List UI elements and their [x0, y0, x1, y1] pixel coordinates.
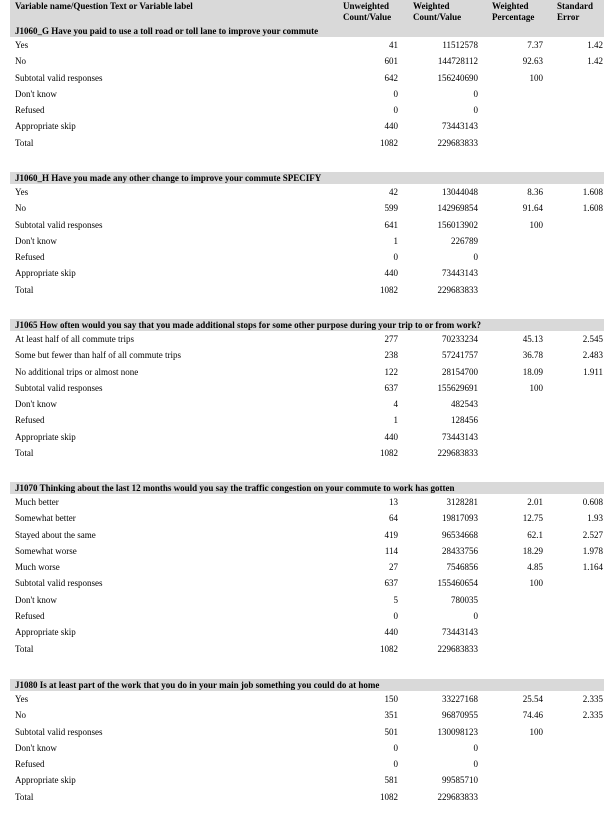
table-row	[10, 608, 604, 624]
weighted-percentage: 18.29	[522, 545, 543, 556]
row-label: Appropriate skip	[15, 268, 76, 279]
weighted-percentage: 12.75	[522, 513, 543, 524]
standard-error: 1.911	[583, 366, 603, 377]
row-label: Appropriate skip	[15, 627, 76, 638]
weighted-count: 3128281	[446, 497, 478, 507]
weighted-count: 28154700	[442, 366, 478, 377]
weighted-count: 19817093	[442, 513, 478, 524]
question-section	[10, 678, 604, 805]
standard-error: 1.608	[582, 203, 603, 214]
weighted-count: 130098123	[437, 726, 478, 737]
weighted-percentage: 36.78	[522, 350, 543, 361]
table-row	[10, 510, 604, 526]
header-error-line1: Standard	[557, 1, 594, 11]
unweighted-count: 277	[384, 334, 398, 344]
row-label: Much worse	[15, 562, 60, 573]
weighted-percentage: 8.36	[527, 187, 543, 197]
unweighted-count: 440	[384, 431, 398, 442]
standard-error: 2.335	[582, 710, 603, 721]
weighted-count: 0	[473, 88, 478, 99]
unweighted-count: 1082	[380, 284, 398, 295]
header-unweighted-line2: Count/Value	[343, 12, 392, 22]
header-percentage-line2: Percentage	[492, 12, 535, 22]
table-row	[10, 37, 604, 53]
unweighted-count: 4	[393, 399, 398, 410]
table-row	[10, 86, 604, 102]
question-title: J1065 How often would you say that you made additional stops for some other purpose during your trip to or from work?	[10, 319, 604, 331]
weighted-percentage: 100	[529, 219, 543, 230]
table-row	[10, 756, 604, 772]
weighted-count: 155629691	[437, 382, 478, 393]
weighted-count: 482543	[451, 399, 478, 410]
table-row	[10, 118, 604, 134]
unweighted-count: 351	[384, 710, 398, 721]
table-row	[10, 364, 604, 380]
weighted-percentage: 2.01	[527, 497, 543, 507]
row-label: Total	[15, 643, 34, 654]
row-label: At least half of all commute trips	[15, 334, 134, 344]
weighted-count: 229683833	[437, 643, 478, 654]
weighted-percentage: 45.13	[522, 334, 543, 344]
row-label: Stayed about the same	[15, 529, 96, 540]
table-row	[10, 396, 604, 412]
table-row	[10, 543, 604, 559]
unweighted-count: 419	[384, 529, 398, 540]
row-label: Total	[15, 448, 34, 459]
standard-error: 1.42	[587, 40, 603, 50]
row-label: No	[15, 203, 26, 214]
header-unweighted-line1: Unweighted	[343, 1, 390, 11]
weighted-percentage: 100	[529, 578, 543, 589]
row-label: Yes	[15, 187, 29, 197]
table-row	[10, 233, 604, 249]
weighted-count: 0	[473, 252, 478, 263]
question-section	[10, 24, 604, 151]
row-label: Refused	[15, 611, 45, 622]
row-label: Don't know	[15, 399, 57, 410]
table-row	[10, 429, 604, 445]
table-row	[10, 445, 604, 461]
weighted-percentage: 7.37	[527, 40, 543, 50]
weighted-count: 57241757	[442, 350, 478, 361]
unweighted-count: 599	[384, 203, 398, 214]
row-label: No	[15, 56, 26, 67]
unweighted-count: 42	[389, 187, 398, 197]
weighted-percentage: 91.64	[522, 203, 543, 214]
standard-error: 1.608	[582, 187, 603, 197]
unweighted-count: 150	[384, 694, 398, 704]
weighted-count: 0	[473, 105, 478, 116]
standard-error: 2.335	[582, 694, 603, 704]
unweighted-count: 122	[384, 366, 398, 377]
unweighted-count: 641	[384, 219, 398, 230]
header-unweighted	[343, 1, 391, 23]
unweighted-count: 440	[384, 121, 398, 132]
table-row	[10, 724, 604, 740]
unweighted-count: 1082	[380, 137, 398, 148]
row-label: Don't know	[15, 742, 57, 753]
weighted-count: 0	[473, 759, 478, 770]
row-label: Don't know	[15, 594, 57, 605]
header-weighted-line2: Count/Value	[413, 12, 462, 22]
weighted-count: 226789	[451, 235, 478, 246]
header-weighted-line1: Weighted	[413, 1, 450, 11]
weighted-percentage: 25.54	[522, 694, 543, 704]
weighted-count: 780035	[451, 594, 478, 605]
weighted-count: 70233234	[442, 334, 478, 344]
weighted-count: 144728112	[437, 56, 478, 67]
unweighted-count: 64	[389, 513, 398, 524]
unweighted-count: 238	[384, 350, 398, 361]
table-row	[10, 707, 604, 723]
weighted-count: 142969854	[437, 203, 478, 214]
weighted-percentage: 4.85	[527, 562, 543, 573]
unweighted-count: 637	[384, 382, 398, 393]
row-label: Refused	[15, 105, 45, 116]
row-label: Refused	[15, 415, 45, 426]
row-label: No additional trips or almost none	[15, 366, 139, 377]
weighted-count: 96870955	[442, 710, 478, 721]
row-label: Subtotal valid responses	[15, 578, 103, 589]
unweighted-count: 601	[384, 56, 398, 67]
weighted-count: 33227168	[442, 694, 478, 704]
table-row	[10, 347, 604, 363]
unweighted-count: 5	[393, 594, 398, 605]
unweighted-count: 27	[389, 562, 398, 573]
weighted-percentage: 18.09	[522, 366, 543, 377]
unweighted-count: 1	[393, 235, 398, 246]
table-row	[10, 217, 604, 233]
row-label: Appropriate skip	[15, 775, 76, 786]
weighted-percentage: 74.46	[522, 710, 543, 721]
unweighted-count: 0	[393, 88, 398, 99]
unweighted-count: 0	[393, 105, 398, 116]
question-title: J1080 Is at least part of the work that you do in your main job something you could do at home	[10, 679, 604, 691]
table-row	[10, 380, 604, 396]
standard-error: 1.42	[587, 56, 603, 67]
weighted-count: 156013902	[437, 219, 478, 230]
row-label: Appropriate skip	[15, 121, 76, 132]
weighted-percentage: 62.1	[527, 529, 543, 540]
weighted-percentage: 100	[529, 382, 543, 393]
weighted-count: 229683833	[437, 448, 478, 459]
table-row	[10, 200, 604, 216]
row-label: Don't know	[15, 88, 57, 99]
unweighted-count: 114	[384, 545, 398, 556]
weighted-percentage: 100	[529, 72, 543, 83]
unweighted-count: 1082	[380, 643, 398, 654]
weighted-count: 28433756	[442, 545, 478, 556]
weighted-count: 73443143	[442, 431, 478, 442]
question-title: J1060_G Have you paid to use a toll road or toll lane to improve your commute	[10, 25, 604, 37]
table-header	[10, 0, 604, 26]
row-label: Yes	[15, 694, 29, 704]
weighted-count: 73443143	[442, 268, 478, 279]
row-label: No	[15, 710, 26, 721]
table-row	[10, 249, 604, 265]
table-row	[10, 265, 604, 281]
row-label: Much better	[15, 497, 59, 507]
standard-error: 1.978	[582, 545, 603, 556]
weighted-count: 128456	[451, 415, 478, 426]
standard-error: 0.608	[582, 497, 603, 507]
table-row	[10, 70, 604, 86]
table-row	[10, 624, 604, 640]
question-section	[10, 318, 604, 461]
unweighted-count: 0	[393, 252, 398, 263]
unweighted-count: 637	[384, 578, 398, 589]
unweighted-count: 13	[389, 497, 398, 507]
table-row	[10, 53, 604, 69]
weighted-count: 99585710	[442, 775, 478, 786]
table-row	[10, 772, 604, 788]
weighted-count: 0	[473, 742, 478, 753]
header-variable: Variable name/Question Text or Variable label	[15, 1, 193, 11]
weighted-count: 13044048	[442, 187, 478, 197]
unweighted-count: 642	[384, 72, 398, 83]
table-row	[10, 135, 604, 151]
unweighted-count: 0	[393, 742, 398, 753]
weighted-percentage: 92.63	[522, 56, 543, 67]
table-row	[10, 691, 604, 707]
table-row	[10, 740, 604, 756]
weighted-count: 155460654	[437, 578, 478, 589]
row-label: Refused	[15, 759, 45, 770]
row-label: Yes	[15, 40, 29, 50]
table-row	[10, 592, 604, 608]
unweighted-count: 0	[393, 759, 398, 770]
header-weighted	[413, 1, 461, 23]
table-row	[10, 412, 604, 428]
standard-error: 2.483	[582, 350, 603, 361]
row-label: Some but fewer than half of all commute trips	[15, 350, 181, 361]
question-section	[10, 481, 604, 657]
unweighted-count: 0	[393, 611, 398, 622]
weighted-count: 96534668	[442, 529, 478, 540]
table-row	[10, 102, 604, 118]
row-label: Subtotal valid responses	[15, 72, 103, 83]
unweighted-count: 41	[389, 40, 398, 50]
standard-error: 1.164	[582, 562, 603, 573]
table-row	[10, 641, 604, 657]
row-label: Don't know	[15, 235, 57, 246]
question-title: J1070 Thinking about the last 12 months would you say the traffic congestion on your commute to work has gotten	[10, 482, 604, 494]
weighted-count: 229683833	[437, 137, 478, 148]
weighted-count: 0	[473, 611, 478, 622]
row-label: Subtotal valid responses	[15, 382, 103, 393]
header-percentage	[492, 1, 534, 23]
row-label: Total	[15, 791, 34, 802]
weighted-count: 73443143	[442, 627, 478, 638]
weighted-count: 156240690	[437, 72, 478, 83]
row-label: Total	[15, 137, 34, 148]
table-row	[10, 527, 604, 543]
row-label: Somewhat better	[15, 513, 76, 524]
question-section	[10, 171, 604, 298]
table-row	[10, 184, 604, 200]
row-label: Refused	[15, 252, 45, 263]
unweighted-count: 1	[393, 415, 398, 426]
unweighted-count: 1082	[380, 448, 398, 459]
table-row	[10, 559, 604, 575]
standard-error: 1.93	[587, 513, 603, 524]
header-percentage-line1: Weighted	[492, 1, 529, 11]
header-error	[557, 1, 593, 23]
unweighted-count: 581	[384, 775, 398, 786]
table-row	[10, 575, 604, 591]
unweighted-count: 440	[384, 627, 398, 638]
weighted-percentage: 100	[529, 726, 543, 737]
standard-error: 2.545	[582, 334, 603, 344]
table-row	[10, 494, 604, 510]
table-row	[10, 331, 604, 347]
weighted-count: 7546856	[446, 562, 478, 573]
row-label: Somewhat worse	[15, 545, 77, 556]
unweighted-count: 1082	[380, 791, 398, 802]
table-row	[10, 789, 604, 805]
weighted-count: 229683833	[437, 284, 478, 295]
row-label: Subtotal valid responses	[15, 219, 103, 230]
weighted-count: 11512578	[442, 40, 478, 50]
weighted-count: 73443143	[442, 121, 478, 132]
question-title: J1060_H Have you made any other change to improve your commute SPECIFY	[10, 172, 604, 184]
unweighted-count: 501	[384, 726, 398, 737]
unweighted-count: 440	[384, 268, 398, 279]
header-error-line2: Error	[557, 12, 580, 22]
row-label: Subtotal valid responses	[15, 726, 103, 737]
weighted-count: 229683833	[437, 791, 478, 802]
table-row	[10, 282, 604, 298]
row-label: Total	[15, 284, 34, 295]
standard-error: 2.527	[582, 529, 603, 540]
row-label: Appropriate skip	[15, 431, 76, 442]
